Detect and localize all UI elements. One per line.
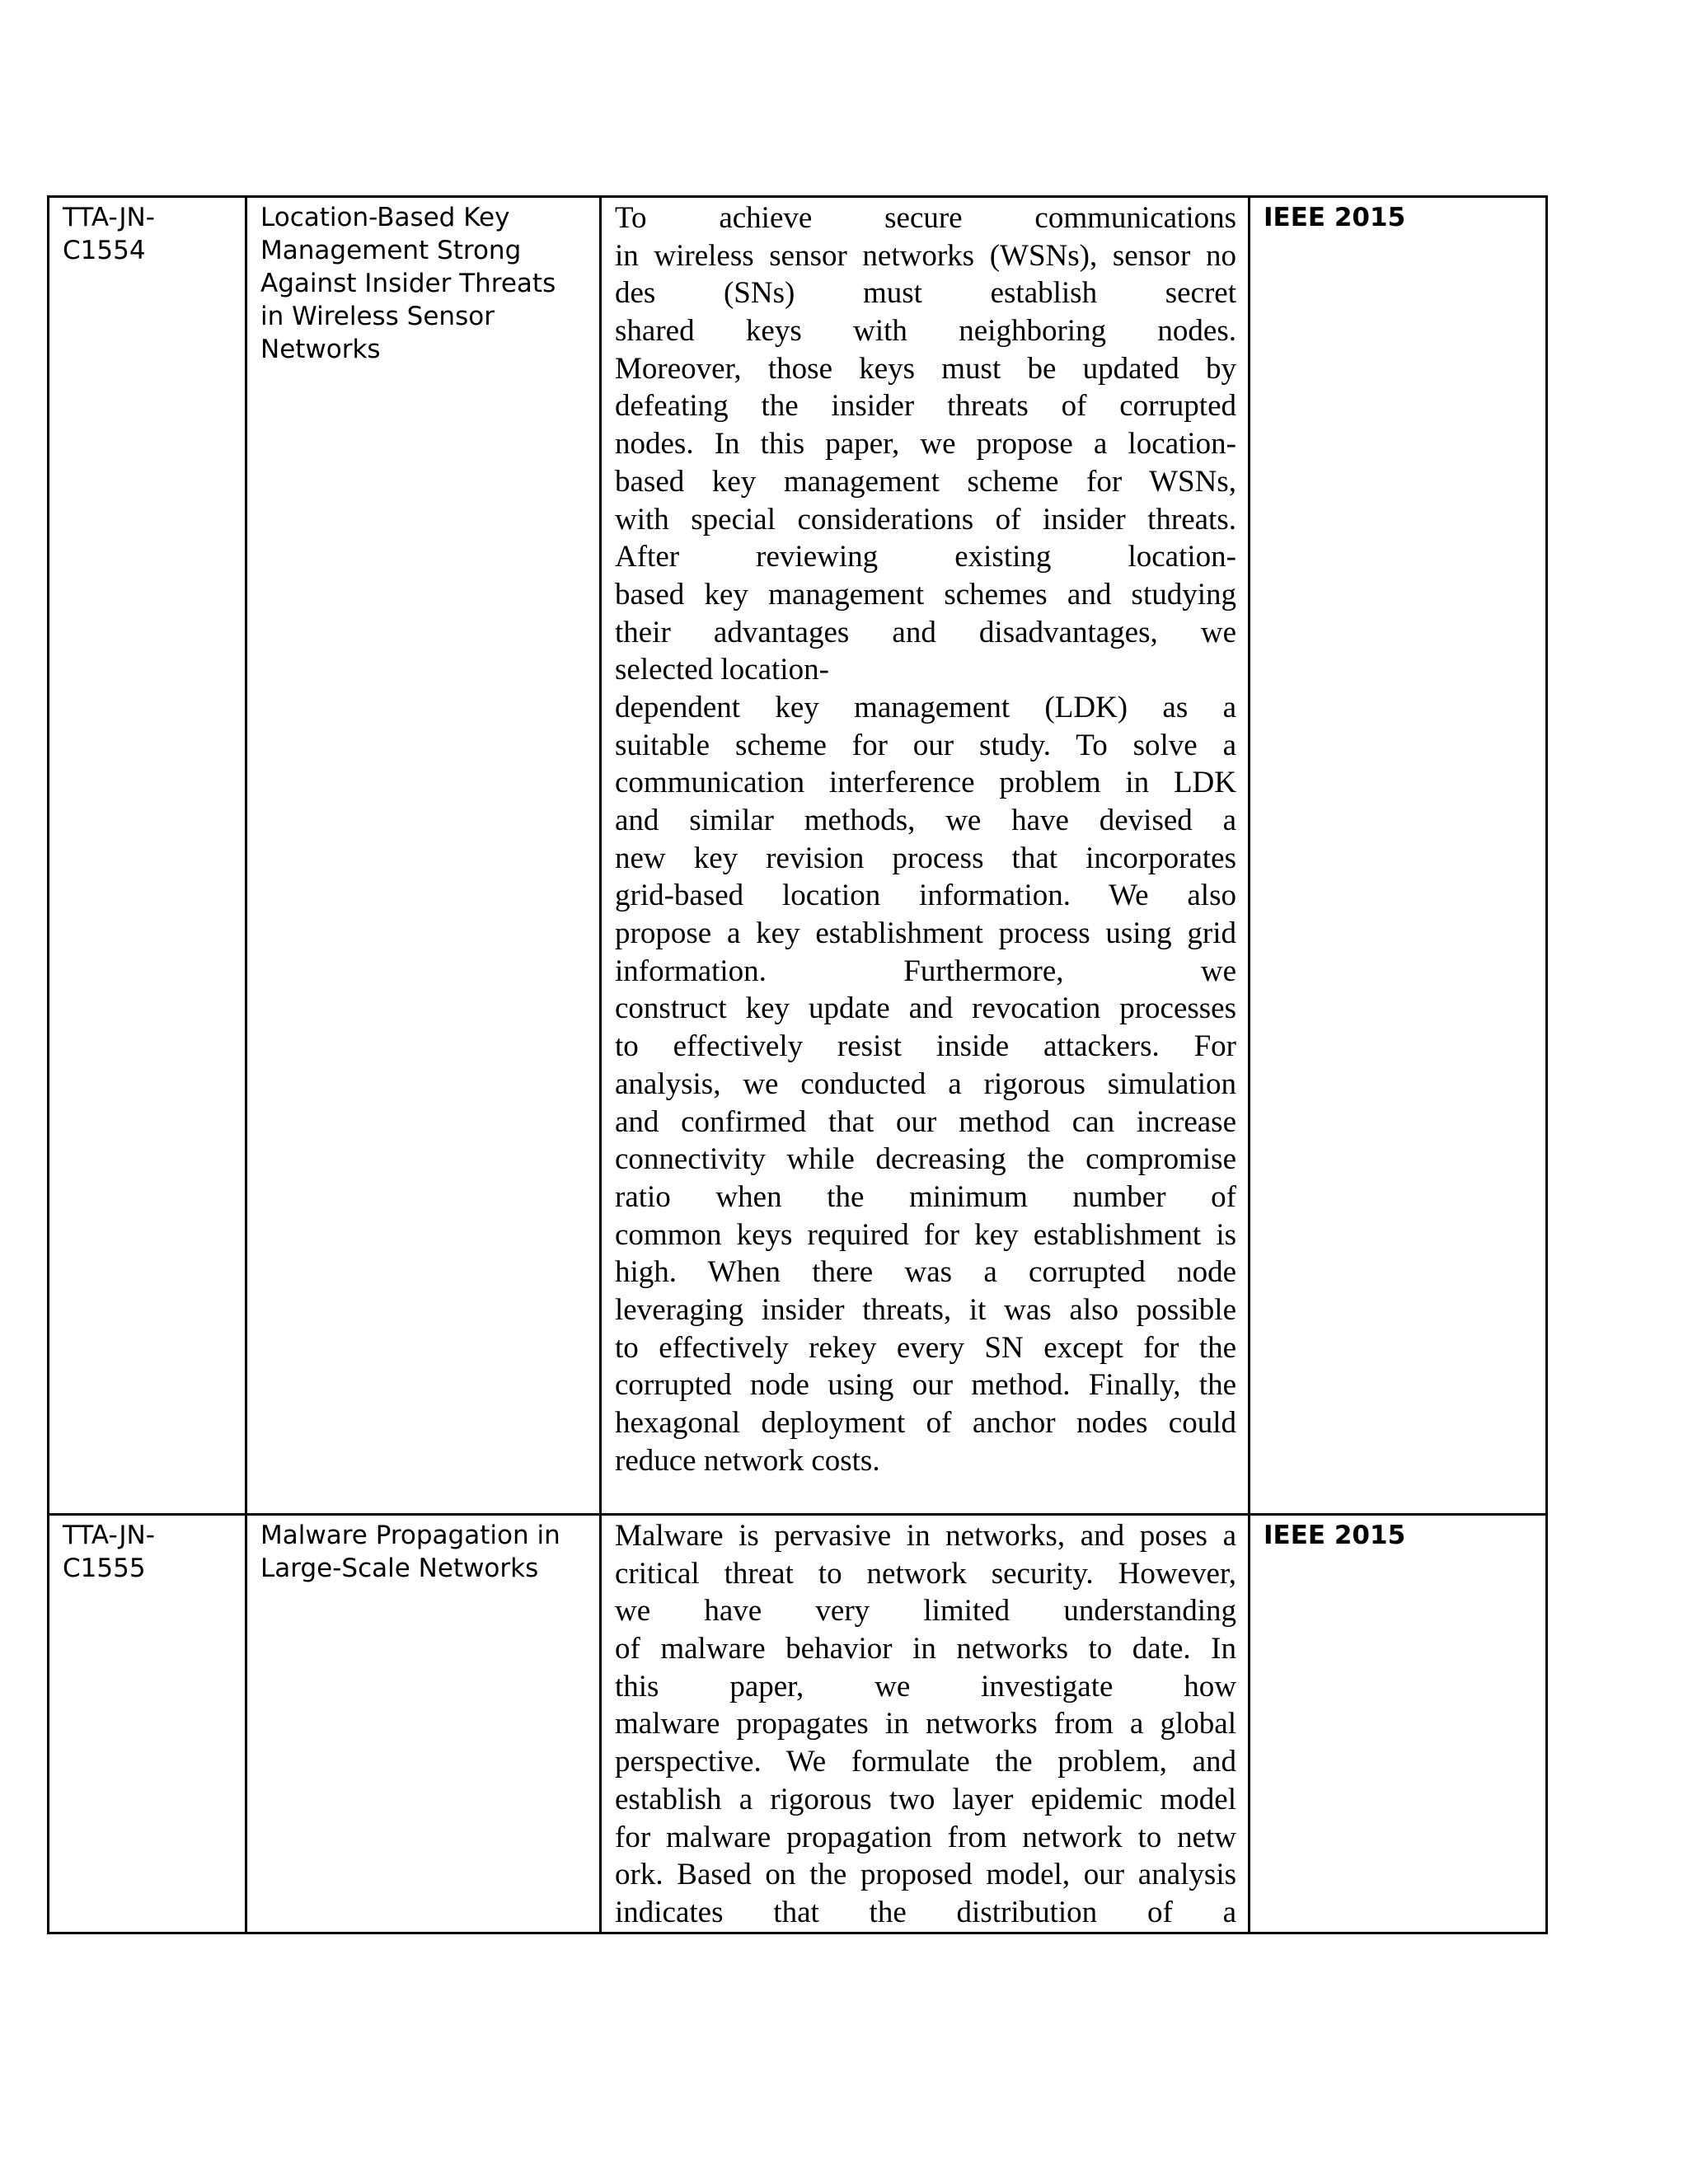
- abstract-line: high. When there was a corrupted node: [615, 1255, 1236, 1290]
- project-abstract: [602, 198, 1248, 1479]
- text-line: Location-Based Key: [260, 203, 510, 232]
- abstract-line: nodes. In this paper, we propose a location-: [615, 427, 1236, 462]
- text-line: TTA-JN-: [63, 203, 155, 232]
- project-id: [49, 198, 245, 267]
- abstract-line: perspective. We formulate the problem, and: [615, 1745, 1236, 1779]
- abstract-line: Malware is pervasive in networks, and poses a: [615, 1519, 1236, 1553]
- publication-label: IEEE 2015: [1264, 1521, 1406, 1550]
- abstract-line: grid-based location information. We also: [615, 879, 1236, 913]
- text-line: Large-Scale Networks: [260, 1554, 539, 1583]
- abstract-line: hexagonal deployment of anchor nodes could: [615, 1406, 1236, 1440]
- abstract-line: malware propagates in networks from a global: [615, 1707, 1236, 1741]
- abstract-line: communication interference problem in LDK: [615, 766, 1236, 800]
- text-line: in Wireless Sensor: [260, 302, 495, 331]
- project-title-cell: [246, 197, 601, 1515]
- text-line: Against Insider Threats: [260, 269, 556, 298]
- abstract-line: this paper, we investigate how: [615, 1669, 1236, 1704]
- table-row: [49, 197, 1547, 1515]
- project-title: [247, 1516, 599, 1585]
- publication-label: IEEE 2015: [1264, 203, 1406, 232]
- abstract-line: based key management scheme for WSNs,: [615, 464, 1236, 499]
- publication-cell: [1250, 197, 1547, 1515]
- abstract-line: ratio when the minimum number of: [615, 1179, 1236, 1214]
- project-id: [49, 1516, 245, 1585]
- abstract-line: and similar methods, we have devised a: [615, 804, 1236, 837]
- abstract-line: To achieve secure communications: [615, 201, 1236, 235]
- text-line: Management Strong: [260, 236, 522, 265]
- abstract-line: based key management schemes and studying: [615, 577, 1236, 612]
- table-row: [49, 1515, 1547, 1933]
- project-id-cell: [49, 197, 246, 1515]
- abstract-line: connectivity while decreasing the compromise: [615, 1142, 1236, 1177]
- abstract-line: for malware propagation from network to netw: [615, 1820, 1236, 1854]
- abstract-line: to effectively resist inside attackers. For: [615, 1029, 1236, 1064]
- abstract-line: indicates that the distribution of a: [615, 1895, 1236, 1929]
- text-line: TTA-JN-: [63, 1521, 155, 1550]
- project-table: [47, 195, 1548, 1934]
- project-abstract-cell: [601, 1515, 1250, 1933]
- abstract-line: shared keys with neighboring nodes.: [615, 314, 1236, 349]
- abstract-line: we have very limited understanding: [615, 1594, 1236, 1629]
- abstract-line: analysis, we conducted a rigorous simulation: [615, 1066, 1236, 1101]
- project-title-cell: [246, 1515, 601, 1933]
- abstract-line: construct key update and revocation processes: [615, 991, 1236, 1026]
- abstract-line: defeating the insider threats of corrupted: [615, 389, 1236, 424]
- abstract-line: with special considerations of insider threats.: [615, 502, 1236, 537]
- abstract-line: des (SNs) must establish secret: [615, 276, 1236, 311]
- text-line: Malware Propagation in: [260, 1521, 560, 1550]
- abstract-line: corrupted node using our method. Finally, the: [615, 1368, 1236, 1403]
- abstract-line: selected location-: [615, 653, 829, 687]
- abstract-line: After reviewing existing location-: [615, 540, 1236, 574]
- abstract-line: of malware behavior in networks to date. In: [615, 1632, 1236, 1666]
- abstract-line: and confirmed that our method can increase: [615, 1104, 1236, 1139]
- abstract-line: critical threat to network security. However,: [615, 1556, 1236, 1591]
- abstract-line: leveraging insider threats, it was also possible: [615, 1292, 1236, 1327]
- abstract-line: establish a rigorous two layer epidemic model: [615, 1782, 1236, 1816]
- abstract-line: dependent key management (LDK) as a: [615, 690, 1236, 724]
- abstract-line: reduce network costs.: [615, 1443, 880, 1478]
- project-abstract: [602, 1516, 1248, 1932]
- abstract-line: new key revision process that incorporates: [615, 841, 1236, 875]
- abstract-line: common keys required for key establishment is: [615, 1217, 1236, 1252]
- project-id-cell: [49, 1515, 246, 1933]
- abstract-line: their advantages and disadvantages, we: [615, 615, 1236, 649]
- abstract-line: Moreover, those keys must be updated by: [615, 351, 1236, 386]
- text-line: C1554: [63, 236, 146, 265]
- publication-cell: [1250, 1515, 1547, 1933]
- project-abstract-cell: [601, 197, 1250, 1515]
- abstract-line: information. Furthermore, we: [615, 954, 1236, 988]
- abstract-line: ork. Based on the proposed model, our analysis: [615, 1858, 1236, 1892]
- abstract-line: propose a key establishment process using grid: [615, 916, 1236, 951]
- abstract-line: to effectively rekey every SN except for the: [615, 1330, 1236, 1365]
- abstract-line: suitable scheme for our study. To solve a: [615, 728, 1236, 762]
- abstract-line: in wireless sensor networks (WSNs), sensor no: [615, 238, 1236, 273]
- text-line: Networks: [260, 335, 381, 364]
- text-line: C1555: [63, 1554, 146, 1583]
- project-title: [247, 198, 599, 366]
